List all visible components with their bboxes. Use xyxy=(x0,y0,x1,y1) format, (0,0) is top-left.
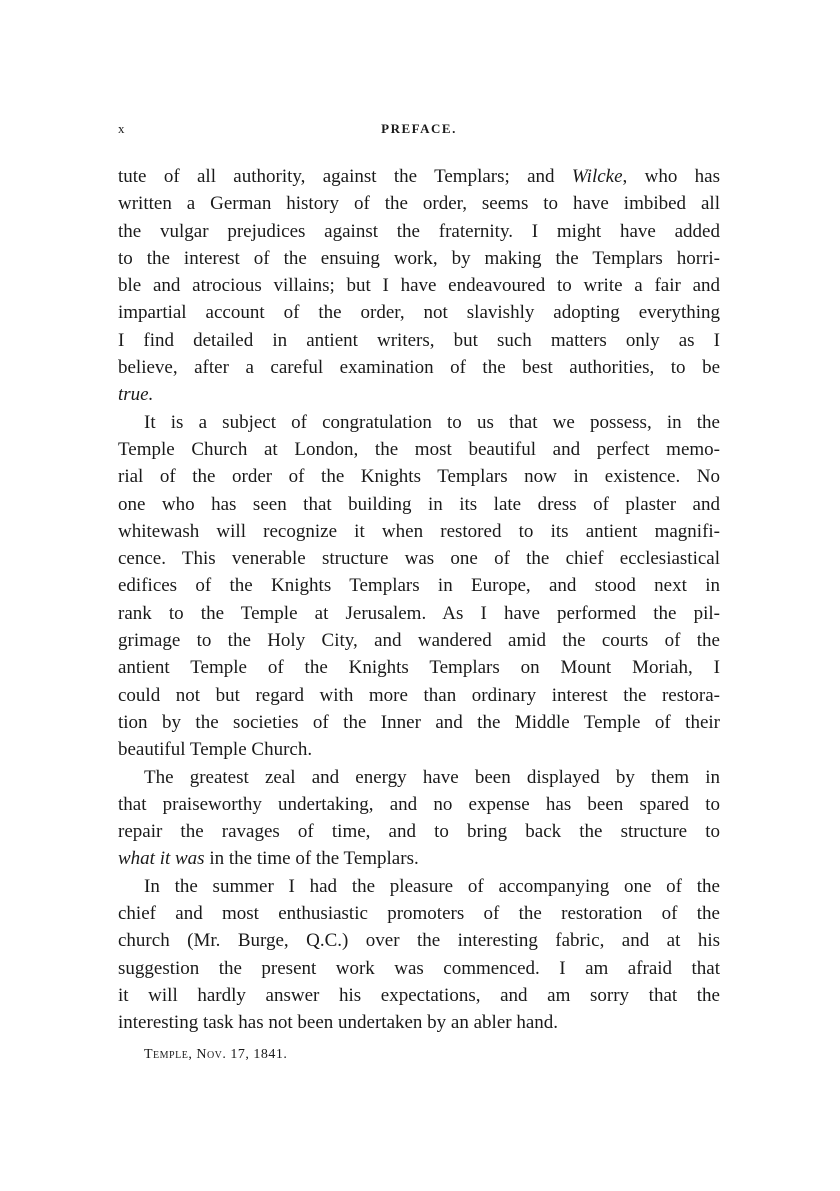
paragraph-1 xyxy=(118,163,720,409)
emphasis-wilcke: Wilcke xyxy=(571,166,623,187)
text-line: tion by the societies of the Inner and the Middle Temple of their xyxy=(118,711,720,733)
text-line: church (Mr. Burge, Q.C.) over the interesting fabric, and at his xyxy=(118,930,720,952)
text-line: that praiseworthy undertaking, and no expense has been spared to xyxy=(118,793,720,815)
text-line: suggestion the present work was commenced. I am afraid that xyxy=(118,957,720,979)
running-title: PREFACE. xyxy=(381,121,457,136)
text-line: The greatest zeal and energy have been displayed by them in xyxy=(144,766,720,788)
text-line: ble and atrocious villains; but I have endeavoured to write a fair and xyxy=(118,275,720,297)
text-line: could not but regard with more than ordinary interest the restora- xyxy=(118,684,720,706)
paragraph-4 xyxy=(118,873,720,1037)
text-line xyxy=(118,845,720,872)
text-line: cence. This venerable structure was one of the chief ecclesiastical xyxy=(118,548,720,570)
text-line: repair the ravages of time, and to bring back the structure to xyxy=(118,821,720,843)
emphasis-what-it-was: what it was xyxy=(118,848,205,870)
paragraph-3 xyxy=(118,764,720,873)
text-line: chief and most enthusiastic promoters of the restoration of the xyxy=(118,903,720,925)
text-line: rial of the order of the Knights Templars now in existence. No xyxy=(118,466,720,488)
emphasis-true: true. xyxy=(118,384,154,406)
text-line xyxy=(118,381,720,408)
text-line: Temple Church at London, the most beautiful and perfect memo- xyxy=(118,438,720,460)
text-line: In the summer I had the pleasure of accompanying one of the xyxy=(144,875,720,897)
text-line: edifices of the Knights Templars in Europe, and stood next in xyxy=(118,575,720,597)
running-head xyxy=(118,121,720,141)
signature-dateline: Temple, Nov. 17, 1841. xyxy=(144,1046,288,1062)
text-line: to the interest of the ensuing work, by making the Templars horri- xyxy=(118,247,720,269)
text-line: the vulgar prejudices against the fraternity. I might have added xyxy=(118,220,720,242)
text-line: rank to the Temple at Jerusalem. As I have performed the pil- xyxy=(118,602,720,624)
text-line: interesting task has not been undertaken by an abler hand. xyxy=(118,1012,559,1034)
text-line: whitewash will recognize it when restored to its antient magnifi- xyxy=(118,520,720,542)
text-line: It is a subject of congratulation to us that we possess, in the xyxy=(144,411,720,433)
text-line: grimage to the Holy City, and wandered amid the courts of the xyxy=(118,630,720,652)
text-line: antient Temple of the Knights Templars on Mount Moriah, I xyxy=(118,657,720,679)
text-line: it will hardly answer his expectations, and am sorry that the xyxy=(118,984,720,1006)
text-line: I find detailed in antient writers, but such matters only as I xyxy=(118,329,720,351)
text-line: written a German history of the order, seems to have imbibed all xyxy=(118,193,720,215)
text-line-rest: in the time of the Templars. xyxy=(204,848,419,870)
text-line: tute of all authority, against the Templars; and Wilcke, who has xyxy=(118,166,720,187)
preface-text xyxy=(118,163,720,1065)
text-line: beautiful Temple Church. xyxy=(118,739,313,761)
text-line: impartial account of the order, not slavishly adopting everything xyxy=(118,302,720,324)
paragraph-2 xyxy=(118,409,720,764)
page-number: x xyxy=(118,121,126,136)
text-line: believe, after a careful examination of the best authorities, to be xyxy=(118,357,720,379)
text-line: one who has seen that building in its late dress of plaster and xyxy=(118,493,720,515)
